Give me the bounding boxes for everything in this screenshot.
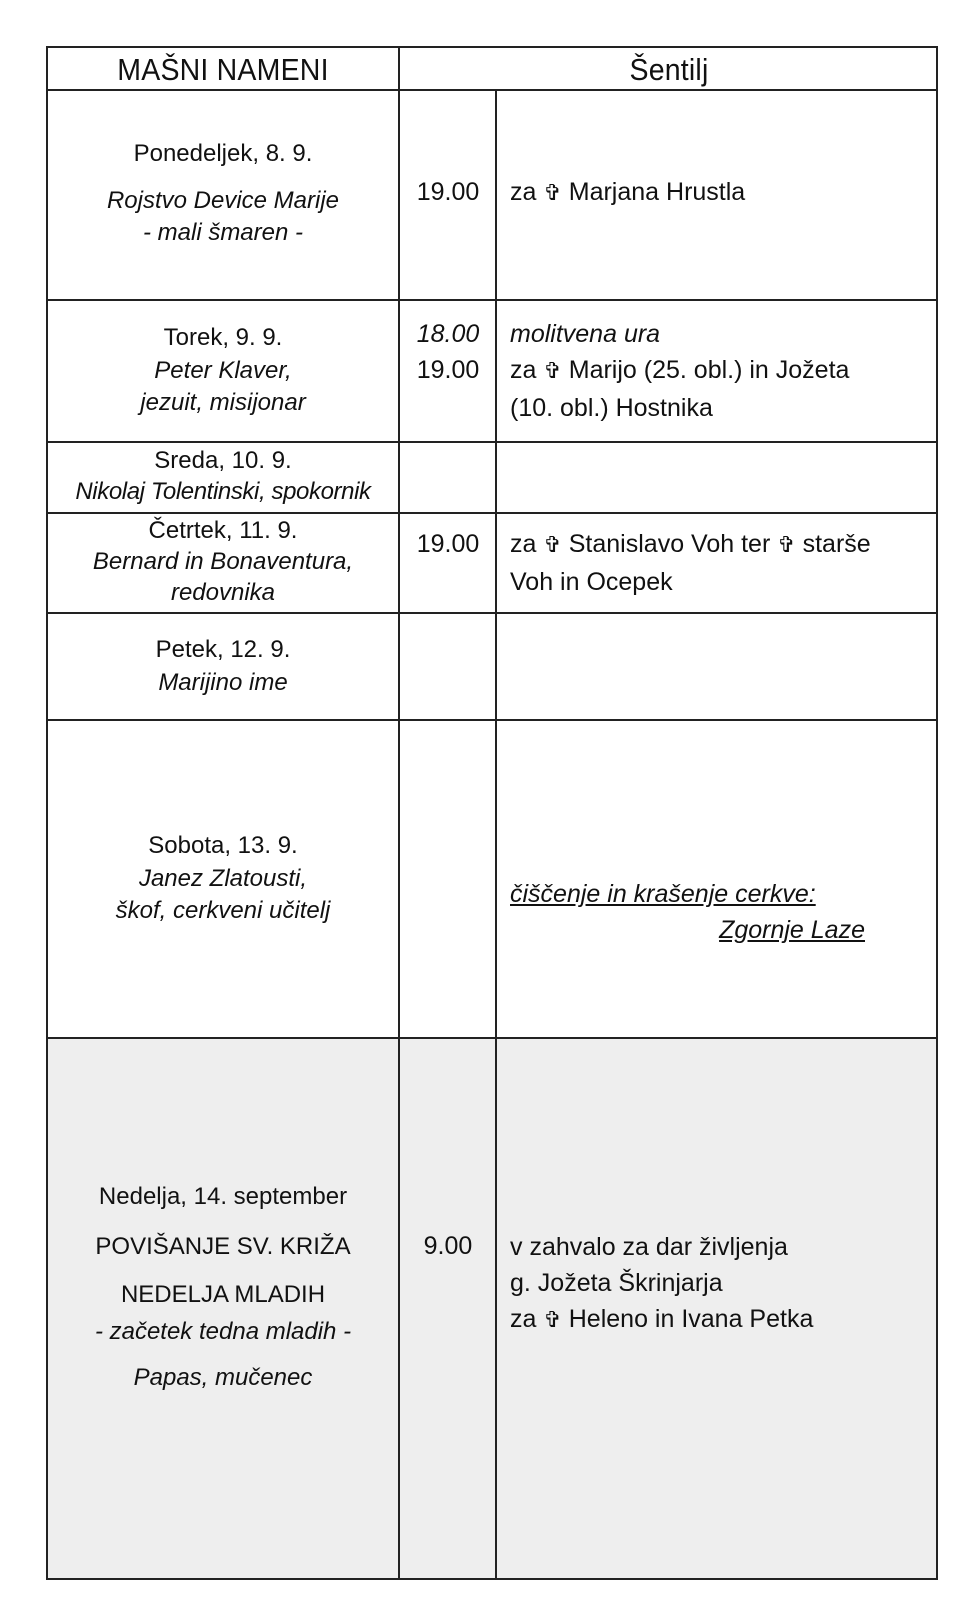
feast-label: jezuit, misijonar xyxy=(140,389,306,416)
feast-label: Peter Klaver, xyxy=(154,357,292,384)
feast-title: POVIŠANJE SV. KRIŽA xyxy=(95,1233,351,1260)
feast-label: škof, cerkveni učitelj xyxy=(115,897,331,924)
day-label: Nedelja, 14. september xyxy=(98,1183,348,1210)
feast-label: Janez Zlatousti, xyxy=(138,865,308,892)
day-label: Sobota, 13. 9. xyxy=(148,832,298,859)
column-divider xyxy=(495,89,497,1578)
header-masni-nameni: MAŠNI NAMENI xyxy=(117,52,329,87)
column-divider xyxy=(398,48,400,1578)
header-parish: Šentilj xyxy=(629,52,709,87)
mass-time: 18.00 xyxy=(416,320,480,348)
intention-text: (10. obl.) Hostnika xyxy=(510,394,713,422)
intention-text: v zahvalo za dar življenja xyxy=(510,1233,788,1261)
feast-title: NEDELJA MLADIH xyxy=(120,1281,326,1308)
day-cell-sunday xyxy=(48,1168,398,1398)
day-cell-wednesday xyxy=(48,444,398,510)
intention-cell xyxy=(510,876,910,948)
intention-line xyxy=(510,1301,910,1339)
mass-intentions-table xyxy=(46,46,938,1580)
day-cell-thursday xyxy=(48,514,398,610)
intention-text: Marjana Hrustla xyxy=(568,178,746,206)
day-label: Četrtek, 11. 9. xyxy=(148,517,298,544)
intention-text: g. Jožeta Škrinjarja xyxy=(510,1269,723,1297)
mass-time: 19.00 xyxy=(416,356,480,384)
feast-label: Marijino ime xyxy=(158,668,288,696)
day-label: Torek, 9. 9. xyxy=(163,324,283,351)
day-label: Sreda, 10. 9. xyxy=(154,447,292,474)
row-divider xyxy=(48,1037,936,1039)
cross-icon: ✞ xyxy=(543,1308,562,1333)
feast-label: - začetek tedna mladih - xyxy=(94,1318,352,1345)
intention-text: Heleno in Ivana Petka xyxy=(568,1305,814,1333)
mass-time: 19.00 xyxy=(416,178,480,206)
row-divider xyxy=(48,441,936,443)
cleaning-village: Zgornje Laze xyxy=(719,916,865,944)
feast-label: Nikolaj Tolentinski, spokornik xyxy=(75,478,371,505)
intention-prefix: za xyxy=(510,1305,537,1333)
cross-icon: ✞ xyxy=(777,533,796,558)
intention-text: Stanislavo Voh ter xyxy=(568,530,771,558)
feast-label: redovnika xyxy=(170,579,276,606)
day-cell-friday xyxy=(48,614,398,717)
cross-icon: ✞ xyxy=(543,181,562,206)
intention-cell xyxy=(510,316,910,426)
time-cell xyxy=(398,1228,498,1264)
cleaning-note: čiščenje in krašenje cerkve: xyxy=(510,880,816,908)
intention-prefix: za xyxy=(510,356,537,384)
row-divider xyxy=(48,299,936,301)
cross-icon: ✞ xyxy=(543,533,562,558)
intention-cell xyxy=(510,174,910,212)
intention-line xyxy=(510,352,910,390)
intention-line xyxy=(510,526,910,564)
intention-text: Marijo (25. obl.) in Jožeta xyxy=(568,356,850,384)
day-label: Petek, 12. 9. xyxy=(155,635,291,663)
feast-label: Bernard in Bonaventura, xyxy=(92,548,354,575)
day-cell-monday xyxy=(48,128,398,258)
intention-text: starše xyxy=(802,530,871,558)
feast-label: Papas, mučenec xyxy=(133,1364,313,1391)
time-cell xyxy=(398,316,498,388)
time-cell xyxy=(398,526,498,562)
mass-time: 9.00 xyxy=(423,1232,473,1260)
intention-prefix: za xyxy=(510,530,537,558)
day-cell-saturday xyxy=(48,808,398,948)
cross-icon: ✞ xyxy=(543,359,562,384)
feast-label: Rojstvo Device Marije xyxy=(106,187,340,214)
intention-cell xyxy=(510,1229,910,1339)
intention-text: molitvena ura xyxy=(510,320,661,348)
mass-time: 19.00 xyxy=(416,530,480,558)
day-label: Ponedeljek, 8. 9. xyxy=(133,140,313,167)
day-cell-tuesday xyxy=(48,320,398,420)
intention-cell xyxy=(510,526,910,600)
intention-text: Voh in Ocepek xyxy=(510,568,673,596)
row-divider xyxy=(48,719,936,721)
intention-line xyxy=(510,174,910,212)
feast-label: - mali šmaren - xyxy=(142,219,304,246)
time-cell xyxy=(398,174,498,210)
intention-prefix: za xyxy=(510,178,537,206)
